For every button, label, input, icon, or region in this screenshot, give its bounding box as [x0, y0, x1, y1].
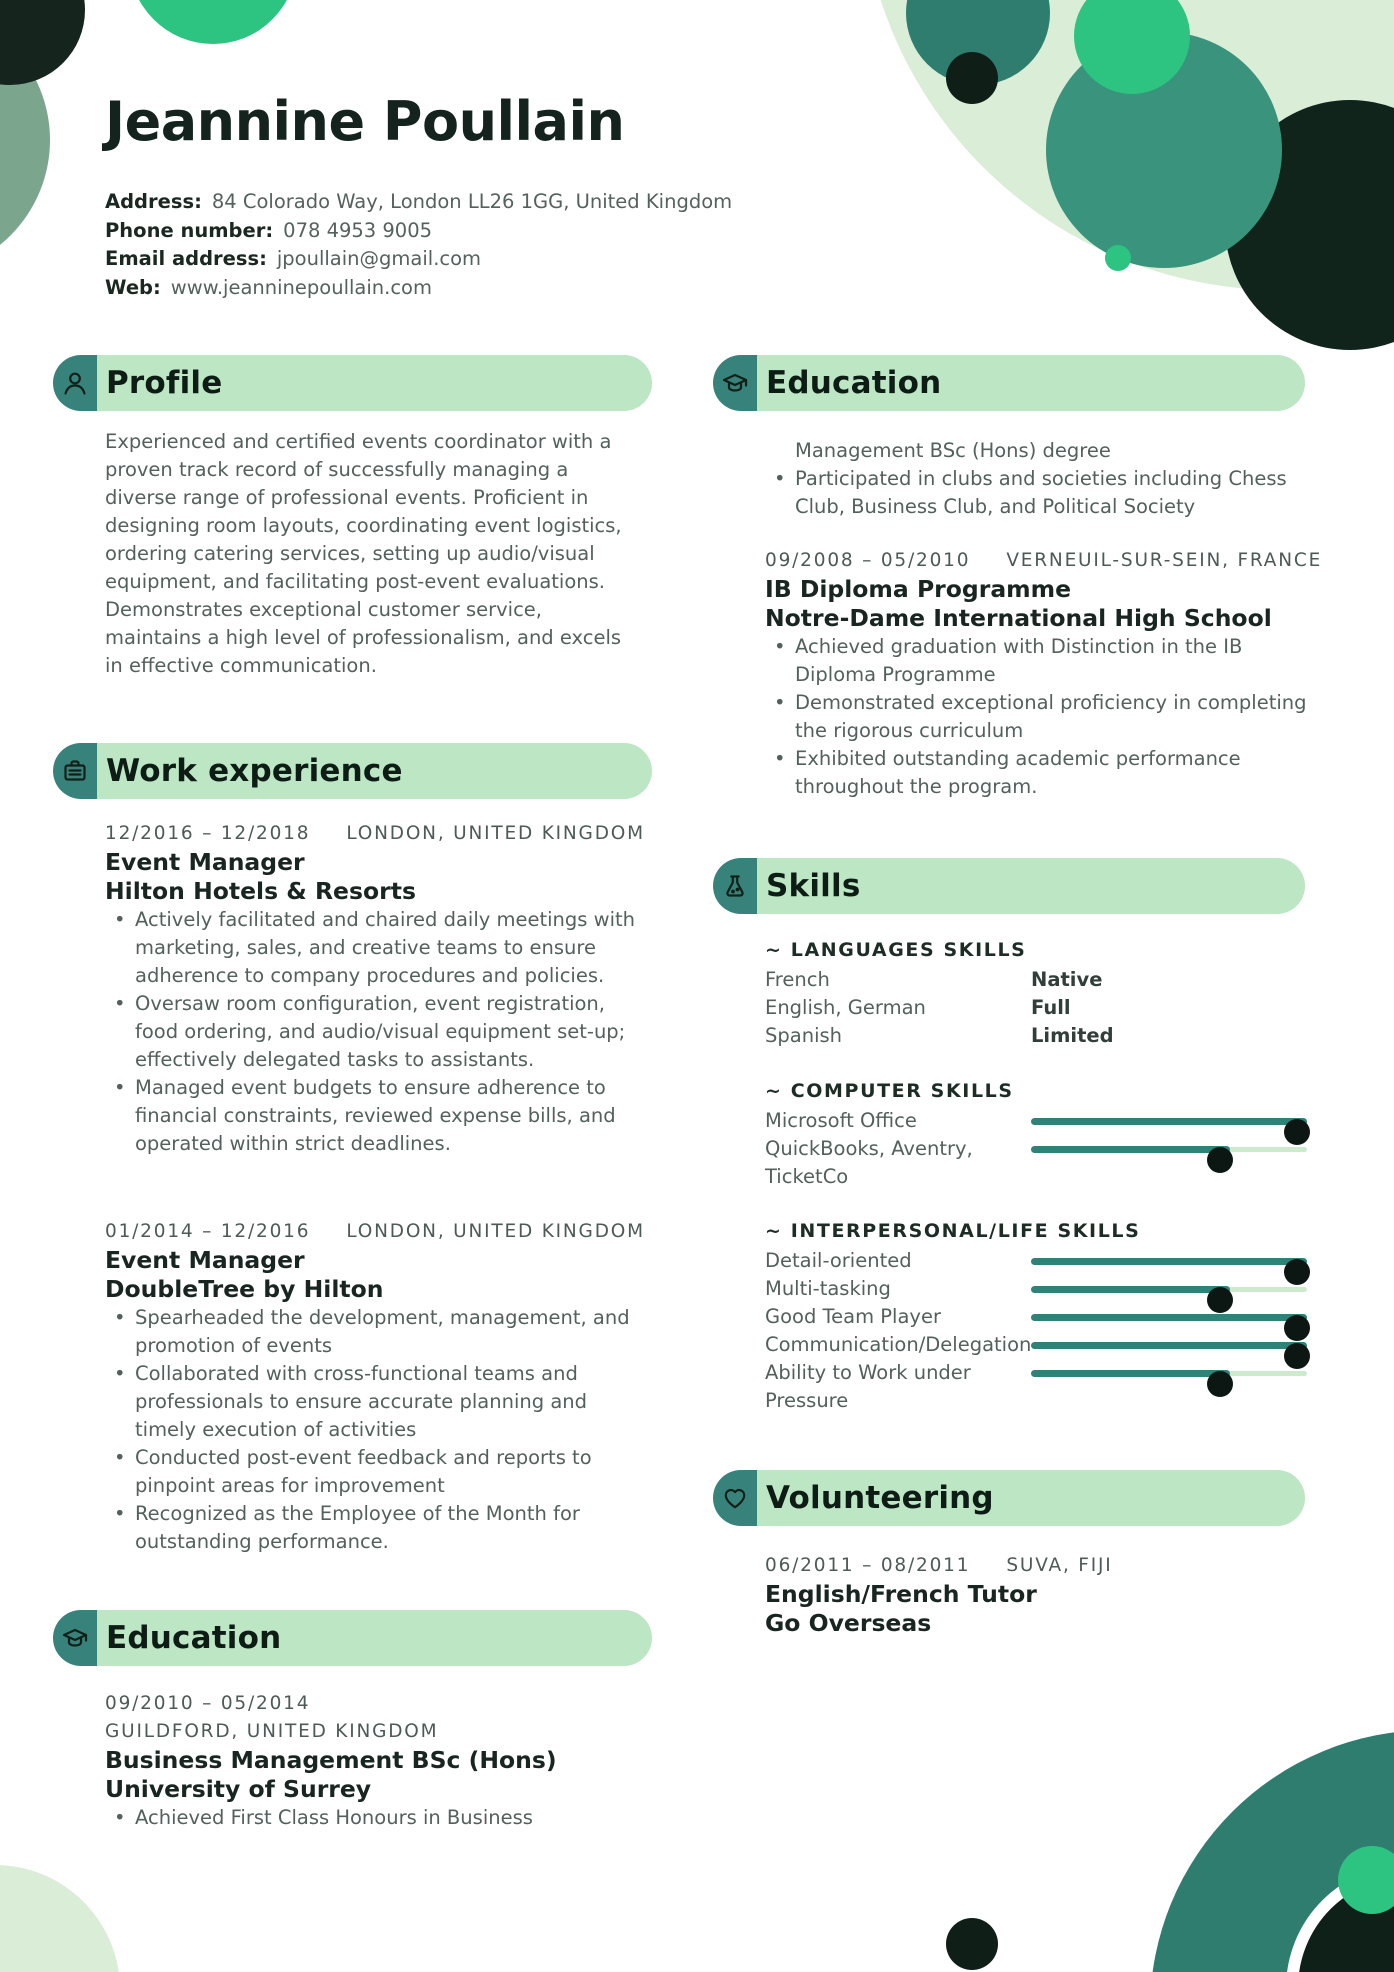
decorative-circle: [129, 0, 297, 44]
bar-fill: [1031, 1146, 1230, 1153]
skill-label: Ability to Work under Pressure: [765, 1361, 971, 1412]
entry-role: Event Manager: [105, 848, 305, 876]
bar-dot: [1207, 1147, 1233, 1173]
education-entry: [765, 547, 1323, 801]
section-title-profile: Profile: [106, 365, 223, 401]
entry-dates: 09/2008 – 05/2010: [765, 550, 971, 571]
skill-label: Multi-tasking: [765, 1277, 891, 1300]
banner-band: [757, 355, 1305, 411]
entry-bullet: • Achieved First Class Honours in Business: [105, 1804, 639, 1832]
entry-role: English/French Tutor: [765, 1580, 1037, 1608]
entry-bullet: • Conducted post-event feedback and reports to pinpoint areas for improvement: [105, 1444, 639, 1500]
person-icon: [61, 369, 89, 397]
skill-row: [765, 1135, 1307, 1191]
decorative-circle: [1105, 245, 1131, 271]
skill-level-bar: [1031, 1331, 1307, 1359]
skill-level-bar: [1031, 1303, 1307, 1331]
entry-meta: [105, 1218, 645, 1246]
skills-icon-badge: [713, 858, 757, 914]
skill-level-bar: [1031, 1247, 1307, 1275]
entry-location: LONDON, UNITED KINGDOM: [346, 823, 645, 844]
banner-band: [97, 1610, 652, 1666]
skill-level-bar: [1031, 1107, 1307, 1135]
person-name: Jeannine Poullain: [105, 90, 625, 153]
entry-org: Go Overseas: [765, 1609, 932, 1637]
heart-icon: [721, 1484, 749, 1512]
entry-school: Notre-Dame International High School: [765, 604, 1272, 632]
entry-bullet: • Managed event budgets to ensure adherence to financial constraints, reviewed expense bills, and operated within strict deadlines.: [105, 1074, 639, 1158]
work-entry: [105, 820, 645, 1158]
decorative-circle: [946, 1918, 998, 1970]
contact-value: www.jeanninepoullain.com: [170, 275, 432, 299]
skills-group-heading: ~ LANGUAGES SKILLS: [765, 939, 1027, 961]
contact-row-web: [105, 274, 735, 303]
skill-row: [765, 1022, 1307, 1050]
skill-row: [765, 1247, 1307, 1275]
section-banner-profile: [53, 355, 652, 411]
entry-degree: IB Diploma Programme: [765, 575, 1072, 603]
decorative-circle: [946, 52, 998, 104]
bar-fill: [1031, 1118, 1307, 1125]
skill-level-text: Full: [1031, 996, 1071, 1019]
bar-fill: [1031, 1342, 1307, 1349]
profile-icon-badge: [53, 355, 97, 411]
decorative-circle: [0, 0, 85, 85]
skill-level-bar: [1031, 1359, 1307, 1387]
contact-info: [105, 188, 735, 302]
bar-fill: [1031, 1258, 1307, 1265]
contact-label: Phone number:: [105, 218, 274, 242]
section-banner-education: [713, 355, 1305, 411]
education-icon-badge: [53, 1610, 97, 1666]
work-entry: [105, 1218, 645, 1556]
section-banner-education: [53, 1610, 652, 1666]
contact-row-address: [105, 188, 735, 217]
entry-bullet: • Actively facilitated and chaired daily meetings with marketing, sales, and creative teams to ensure adherence to company procedures and policies.: [105, 906, 639, 990]
briefcase-icon: [61, 757, 89, 785]
entry-bullet: • Participated in clubs and societies including Chess Club, Business Club, and Political Society: [765, 465, 1307, 521]
contact-row-email: [105, 245, 735, 274]
entry-degree: Business Management BSc (Hons): [105, 1746, 557, 1774]
skills-group-heading: ~ COMPUTER SKILLS: [765, 1080, 1014, 1102]
contact-value: 078 4953 9005: [283, 218, 433, 242]
entry-dates: 12/2016 – 12/2018: [105, 823, 311, 844]
skill-label: QuickBooks, Aventry, TicketCo: [765, 1137, 973, 1188]
skill-level-bar: [1031, 1135, 1307, 1163]
entry-bullet-continuation: Management BSc (Hons) degree: [795, 439, 1111, 462]
entry-bullet: • Achieved graduation with Distinction in the IB Diploma Programme: [765, 633, 1307, 689]
section-title-work: Work experience: [106, 753, 403, 789]
skill-level-text: Native: [1031, 968, 1103, 991]
profile-summary: Experienced and certified events coordinator with a proven track record of successfully managing a diverse range of professional events. Proficient in designing room layouts, coordinating event logistics, ordering catering services, setting up audio/visual equipment, and facilitating post-event evaluations. Demonstrates exceptional customer service, maintains a high level of professionalism, and excels in effective communication.: [105, 430, 622, 677]
skill-row: [765, 966, 1307, 994]
skill-row: [765, 994, 1307, 1022]
entry-org: DoubleTree by Hilton: [105, 1275, 384, 1303]
skill-label: Good Team Player: [765, 1305, 941, 1328]
volunteering-icon-badge: [713, 1470, 757, 1526]
entry-meta: [105, 820, 645, 848]
graduation-cap-icon: [721, 369, 749, 397]
education-entry: [105, 1690, 639, 1832]
entry-org: Hilton Hotels & Resorts: [105, 877, 416, 905]
bar-dot: [1207, 1371, 1233, 1397]
contact-label: Web:: [105, 275, 161, 299]
flask-icon: [721, 872, 749, 900]
contact-value: 84 Colorado Way, London LL26 1GG, United Kingdom: [211, 190, 733, 213]
entry-dates: 01/2014 – 12/2016: [105, 1221, 311, 1242]
skill-row: [765, 1107, 1307, 1135]
contact-value: jpoullain@gmail.com: [276, 247, 482, 270]
work-icon-badge: [53, 743, 97, 799]
banner-band: [97, 743, 652, 799]
banner-band: [757, 858, 1305, 914]
section-title-skills: Skills: [766, 868, 861, 904]
entry-dates: 09/2010 – 05/2014: [105, 1693, 311, 1714]
section-banner-volunteering: [713, 1470, 1305, 1526]
contact-label: Email address:: [105, 247, 267, 270]
banner-band: [97, 355, 652, 411]
banner-band: [757, 1470, 1305, 1526]
entry-dates: 06/2011 – 08/2011: [765, 1555, 971, 1576]
volunteering-entry: [765, 1552, 1307, 1638]
skill-row: [765, 1359, 1307, 1415]
skill-level-bar: [1031, 1275, 1307, 1303]
entry-location: SUVA, FIJI: [1006, 1555, 1113, 1576]
skills-group-heading: ~ INTERPERSONAL/LIFE SKILLS: [765, 1220, 1141, 1242]
entry-meta: [765, 1552, 1307, 1580]
contact-label: Address:: [105, 190, 202, 213]
entry-bullet: • Exhibited outstanding academic performance throughout the program.: [765, 745, 1307, 801]
entry-school: University of Surrey: [105, 1775, 372, 1803]
skills-group-languages: [765, 936, 1307, 1050]
entry-meta: [765, 547, 1323, 575]
skill-label: Spanish: [765, 1024, 843, 1047]
bar-fill: [1031, 1314, 1307, 1321]
skill-row: [765, 1303, 1307, 1331]
skill-row: [765, 1275, 1307, 1303]
entry-location: GUILDFORD, UNITED KINGDOM: [105, 1721, 439, 1742]
skill-row: [765, 1331, 1307, 1359]
skill-label: French: [765, 968, 830, 991]
section-banner-work: [53, 743, 652, 799]
contact-row-phone: [105, 217, 735, 246]
entry-location: VERNEUIL-SUR-SEIN, FRANCE: [1006, 550, 1323, 571]
skill-level-text: Limited: [1031, 1024, 1114, 1047]
education-icon-badge: [713, 355, 757, 411]
bar-fill: [1031, 1370, 1230, 1377]
graduation-cap-icon: [61, 1624, 89, 1652]
education-continuation: [765, 437, 1307, 521]
skill-label: Communication/Delegation: [765, 1333, 1032, 1356]
section-title-education: Education: [766, 365, 942, 401]
entry-location: LONDON, UNITED KINGDOM: [346, 1221, 645, 1242]
entry-bullet: • Recognized as the Employee of the Month for outstanding performance.: [105, 1500, 639, 1556]
section-banner-skills: [713, 858, 1305, 914]
skill-label: Microsoft Office: [765, 1109, 917, 1132]
decorative-circle: [0, 1865, 120, 1972]
skill-label: Detail-oriented: [765, 1249, 912, 1272]
entry-bullet: • Demonstrated exceptional proficiency in completing the rigorous curriculum: [765, 689, 1307, 745]
skills-group-interpersonal: [765, 1217, 1307, 1415]
entry-bullet: • Collaborated with cross-functional teams and professionals to ensure accurate planning and timely execution of activities: [105, 1360, 639, 1444]
entry-role: Event Manager: [105, 1246, 305, 1274]
section-title-education: Education: [106, 1620, 282, 1656]
skill-label: English, German: [765, 996, 926, 1019]
entry-bullet: • Spearheaded the development, management, and promotion of events: [105, 1304, 639, 1360]
skills-group-computer: [765, 1077, 1307, 1191]
section-title-volunteering: Volunteering: [766, 1480, 994, 1516]
entry-bullet: • Oversaw room configuration, event registration, food ordering, and audio/visual equipment set-up; effectively delegated tasks to assistants.: [105, 990, 639, 1074]
bar-fill: [1031, 1286, 1230, 1293]
